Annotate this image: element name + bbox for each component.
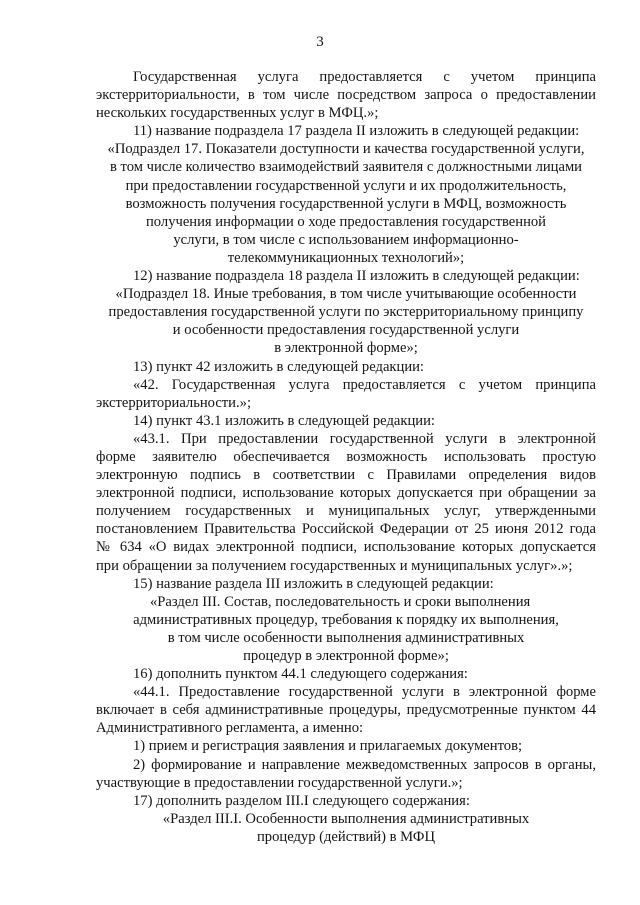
text-line: 13) пункт 42 изложить в следующей редакции: (133, 358, 424, 375)
text-line: 17) дополнить разделом III.I следующего содержания: (133, 792, 470, 809)
text-line: 1) прием и регистрация заявления и прилагаемых документов; (133, 738, 523, 755)
text-line: Административного регламента, а именно: (96, 720, 364, 737)
text-line: и особенности предоставления государственной услуги (172, 322, 520, 339)
text-line: «Раздел III. Состав, последовательность и сроки выполнения (150, 593, 531, 610)
text-line: «Раздел III.I. Особенности выполнения административных (162, 810, 530, 827)
page-number: 3 (316, 34, 324, 50)
text-line: включает в себя административные процедуры, предусмотренные пунктом 44 (96, 702, 596, 719)
text-line: процедур (действий) в МФЦ (256, 828, 435, 845)
text-line: 11) название подраздела 17 раздела II изложить в следующей редакции: (133, 123, 580, 140)
text-line: № 634 «О видах электронной подписи, использование которых допускается (96, 539, 596, 556)
text-line: экстерриториальности.»; (96, 394, 251, 411)
text-line: процедур в электронной форме»; (243, 648, 449, 664)
text-line: 14) пункт 43.1 изложить в следующей редакции: (133, 412, 435, 429)
text-line: Государственная услуга предоставляется с учетом принципа (133, 69, 596, 85)
text-line: 16) дополнить пунктом 44.1 следующего содержания: (133, 666, 468, 683)
text-line: форме заявителю обеспечивается возможность использовать простую (96, 448, 596, 465)
text-line: 12) название подраздела 18 раздела II изложить в следующей редакции: (133, 268, 580, 285)
text-line: электронную подпись в соответствии с Правилами определения видов (96, 467, 596, 484)
text-line: административных процедур, требования к порядку их выполнения, (133, 611, 559, 628)
text-line: участвующие в предоставлении государственной услуги.»; (96, 774, 463, 791)
text-line: услуги, в том числе с использованием информационно- (173, 231, 519, 248)
text-line: получения информации о ходе предоставления государственной (146, 213, 546, 230)
text-line: получением государственных и муниципальных услуг, утвержденными (96, 503, 596, 520)
text-line: нескольких государственных услуг в МФЦ.»; (96, 105, 379, 122)
text-line: в электронной форме»; (274, 340, 418, 357)
text-line: телекоммуникационных технологий»; (227, 249, 465, 266)
document-body (96, 68, 596, 846)
text-line: «Подраздел 17. Показатели доступности и качества государственной услуги, (107, 141, 585, 158)
text-line: постановлением Правительства Российской Федерации от 25 июня 2012 года (96, 521, 596, 538)
text-line: в том числе количество взаимодействий заявителя с должностными лицами (110, 159, 582, 176)
text-line: в том числе особенности выполнения административных (167, 629, 525, 646)
text-line: при обращении за получением государственных и муниципальных услуг».»; (96, 557, 573, 574)
text-line: 2) формирование и направление межведомственных запросов в органы, (133, 756, 596, 773)
text-line: «43.1. При предоставлении государственной услуги в электронной (133, 430, 596, 447)
text-line: «42. Государственная услуга предоставляется с учетом принципа (133, 376, 596, 393)
text-line: экстерриториальности, в том числе посредством запроса о предоставлении (96, 87, 596, 104)
text-line: 15) название раздела III изложить в следующей редакции: (133, 575, 494, 592)
text-line: «Подраздел 18. Иные требования, в том числе учитывающие особенности (115, 286, 577, 303)
text-line: «44.1. Предоставление государственной услуги в электронной форме (133, 684, 596, 701)
text-line: при предоставлении государственной услуги и их продолжительность, (125, 177, 567, 194)
text-line: возможность получения государственной услуги в МФЦ, возможность (125, 195, 567, 212)
text-line: электронной подписи, использование которых допускается при обращении за (96, 485, 596, 502)
text-line: предоставления государственной услуги по экстерриториальному принципу (108, 304, 584, 321)
